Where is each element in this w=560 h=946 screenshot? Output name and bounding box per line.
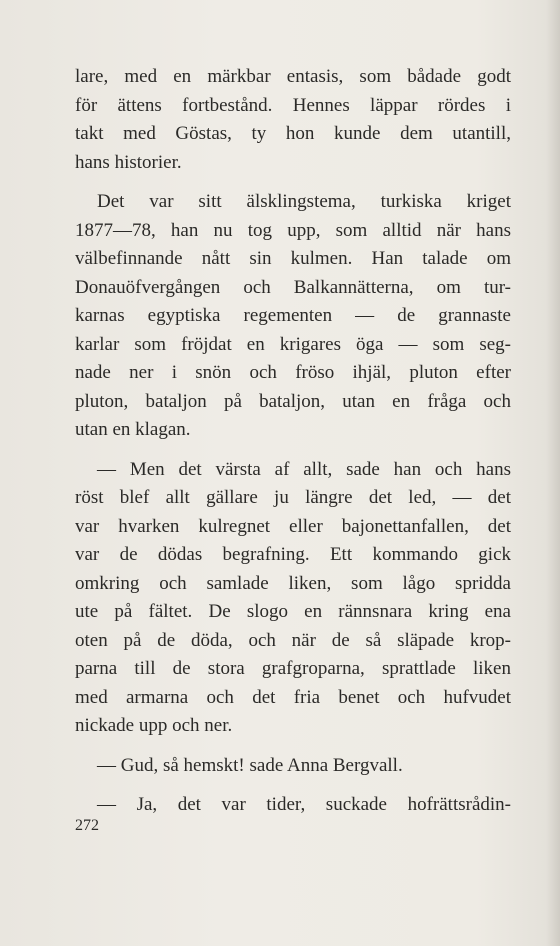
text-line: utan en klagan.	[75, 419, 191, 440]
text-line: nickade upp och ner.	[75, 715, 233, 736]
body-text	[75, 63, 511, 820]
text-line: parna till de stora grafgroparna, sprattlade liken	[75, 658, 511, 679]
text-line: — Men det värsta af allt, sade han och hans	[97, 458, 511, 480]
text-line: 1877—78, han nu tog upp, som alltid när hans	[75, 219, 511, 241]
text-line: hans historier.	[75, 151, 182, 173]
text-line: röst blef allt gällare ju längre det led, — det	[75, 487, 511, 508]
paragraph-gap	[75, 177, 511, 188]
text-line: — Gud, så hemskt! sade Anna Bergvall.	[97, 754, 403, 776]
text-line: takt med Göstas, ty hon kunde dem utantill,	[75, 123, 511, 144]
text-line: Donauöfvergången och Balkannätterna, om tur-	[75, 276, 511, 298]
text-line: lare, med en märkbar entasis, som bådade godt	[75, 66, 511, 87]
text-line: ute på fältet. De slogo en rännsnara kring ena	[75, 601, 511, 622]
text-line: Det var sitt älsklingstema, turkiska kriget	[97, 191, 511, 212]
text-line: nade ner i snön och fröso ihjäl, pluton efter	[75, 362, 511, 383]
paragraph-gap	[75, 445, 511, 456]
text-line: med armarna och det fria benet och hufvudet	[75, 686, 511, 708]
text-line: välbefinnande nått sin kulmen. Han talade om	[75, 248, 511, 269]
page-number: 272	[75, 817, 99, 834]
text-line: karlar som fröjdat en krigares öga — som seg-	[75, 333, 511, 355]
text-line: för ättens fortbestånd. Hennes läppar rördes i	[75, 94, 511, 116]
paragraph-gap	[75, 780, 511, 791]
page-edge-shadow	[546, 0, 560, 946]
text-line: var hvarken kulregnet eller bajonettanfallen, det	[75, 515, 511, 537]
text-line: pluton, bataljon på bataljon, utan en fråga och	[75, 390, 511, 412]
text-line: var de dödas begrafning. Ett kommando gick	[75, 544, 511, 565]
text-line: — Ja, det var tider, suckade hofrättsrådin-	[97, 794, 511, 815]
text-line: karnas egyptiska regementen — de grannaste	[75, 305, 511, 326]
paragraph-gap	[75, 741, 511, 752]
text-line: omkring och samlade liken, som lågo spridda	[75, 572, 511, 594]
text-line: oten på de döda, och när de så släpade krop-	[75, 629, 511, 651]
